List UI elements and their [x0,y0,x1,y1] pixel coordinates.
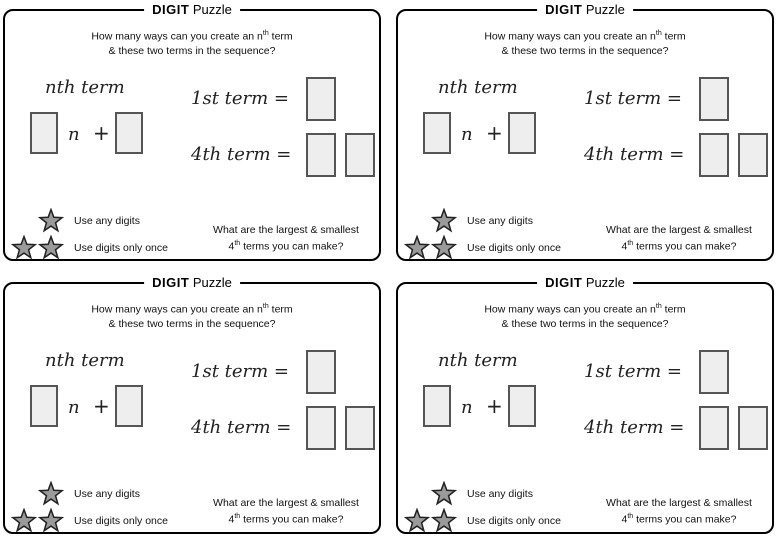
plus-sign: + [93,394,110,418]
question-sup: th [262,30,269,37]
first-term-digit-box[interactable] [699,77,729,121]
star-icon [38,235,64,261]
extension-question [594,223,764,254]
extension-line1: What are the largest & smallest [606,497,752,509]
star-icon [431,508,457,534]
fourth-term-label: 4th term = [584,144,685,165]
coefficient-digit-box[interactable] [423,385,451,427]
question-sup: th [655,303,662,310]
card-title-brand: DIGIT [152,275,190,290]
fourth-term-tens-box[interactable] [306,133,336,177]
card-title-suffix: Puzzle [189,2,232,17]
constant-digit-box[interactable] [508,385,536,427]
coefficient-digit-box[interactable] [423,112,451,154]
question-suffix: term [661,30,686,43]
n-variable: n [68,397,80,418]
card-title-suffix: Puzzle [582,275,625,290]
extension-num: 4 [228,240,235,253]
first-term-digit-box[interactable] [306,77,336,121]
nth-term-label: nth term [438,77,518,98]
question-prefix: How many ways can you create an n [91,303,263,316]
question-sup: th [262,303,269,310]
extension-num: 4 [621,240,628,253]
two-star-text: Use digits only once [467,515,561,527]
extension-suffix: terms you can make? [633,240,737,253]
fourth-term-units-box[interactable] [345,133,375,177]
fourth-term-label: 4th term = [584,417,685,438]
star-icon [11,508,37,534]
extension-suffix: terms you can make? [240,513,344,526]
constant-digit-box[interactable] [115,112,143,154]
star-icon [431,208,457,234]
one-star-text: Use any digits [74,488,140,500]
first-term-digit-box[interactable] [699,350,729,394]
extension-line1: What are the largest & smallest [606,224,752,236]
extension-num: 4 [228,513,235,526]
first-term-label: 1st term = [191,88,290,109]
card-title [537,275,633,291]
nth-term-label: nth term [438,350,518,371]
extension-sup: th [234,513,241,520]
nth-term-label: nth term [45,77,125,98]
question-suffix: term [268,30,293,43]
question-line2: & these two terms in the sequence? [501,317,669,330]
extension-suffix: terms you can make? [633,513,737,526]
one-star-text: Use any digits [467,488,533,500]
extension-suffix: terms you can make? [240,240,344,253]
n-variable: n [461,397,473,418]
star-icon [38,208,64,234]
two-star-text: Use digits only once [467,242,561,254]
digit-puzzle-card-3 [3,275,381,534]
extension-line1: What are the largest & smallest [213,497,359,509]
two-star-text: Use digits only once [74,515,168,527]
coefficient-digit-box[interactable] [30,385,58,427]
card-title-suffix: Puzzle [582,2,625,17]
digit-puzzle-card-4 [396,275,774,534]
n-variable: n [461,124,473,145]
extension-question [201,496,371,527]
star-icon [404,508,430,534]
question-text [398,300,772,331]
extension-question [594,496,764,527]
first-term-label: 1st term = [191,361,290,382]
card-title-suffix: Puzzle [189,275,232,290]
card-title [537,2,633,18]
extension-sup: th [627,513,634,520]
nth-term-label: nth term [45,350,125,371]
extension-num: 4 [621,513,628,526]
coefficient-digit-box[interactable] [30,112,58,154]
fourth-term-units-box[interactable] [738,406,768,450]
fourth-term-units-box[interactable] [738,133,768,177]
question-prefix: How many ways can you create an n [484,30,656,43]
star-icon [404,235,430,261]
fourth-term-tens-box[interactable] [699,406,729,450]
first-term-label: 1st term = [584,88,683,109]
star-icon [38,508,64,534]
card-title [144,2,240,18]
question-line2: & these two terms in the sequence? [108,44,276,57]
two-star-text: Use digits only once [74,242,168,254]
fourth-term-label: 4th term = [191,417,292,438]
extension-sup: th [234,240,241,247]
card-title-brand: DIGIT [545,2,583,17]
digit-puzzle-card-1 [3,2,381,261]
constant-digit-box[interactable] [508,112,536,154]
fourth-term-tens-box[interactable] [306,406,336,450]
one-star-text: Use any digits [74,215,140,227]
plus-sign: + [486,121,503,145]
question-line2: & these two terms in the sequence? [501,44,669,57]
question-text [5,27,379,58]
n-variable: n [68,124,80,145]
question-prefix: How many ways can you create an n [484,303,656,316]
question-text [398,27,772,58]
question-line2: & these two terms in the sequence? [108,317,276,330]
question-sup: th [655,30,662,37]
extension-line1: What are the largest & smallest [213,224,359,236]
extension-sup: th [627,240,634,247]
card-title [144,275,240,291]
question-suffix: term [268,303,293,316]
fourth-term-units-box[interactable] [345,406,375,450]
first-term-label: 1st term = [584,361,683,382]
star-icon [11,235,37,261]
star-icon [431,235,457,261]
fourth-term-label: 4th term = [191,144,292,165]
card-title-brand: DIGIT [545,275,583,290]
one-star-text: Use any digits [467,215,533,227]
first-term-digit-box[interactable] [306,350,336,394]
star-icon [431,481,457,507]
star-icon [38,481,64,507]
digit-puzzle-card-2 [396,2,774,261]
constant-digit-box[interactable] [115,385,143,427]
question-suffix: term [661,303,686,316]
card-title-brand: DIGIT [152,2,190,17]
fourth-term-tens-box[interactable] [699,133,729,177]
plus-sign: + [93,121,110,145]
question-text [5,300,379,331]
extension-question [201,223,371,254]
plus-sign: + [486,394,503,418]
question-prefix: How many ways can you create an n [91,30,263,43]
